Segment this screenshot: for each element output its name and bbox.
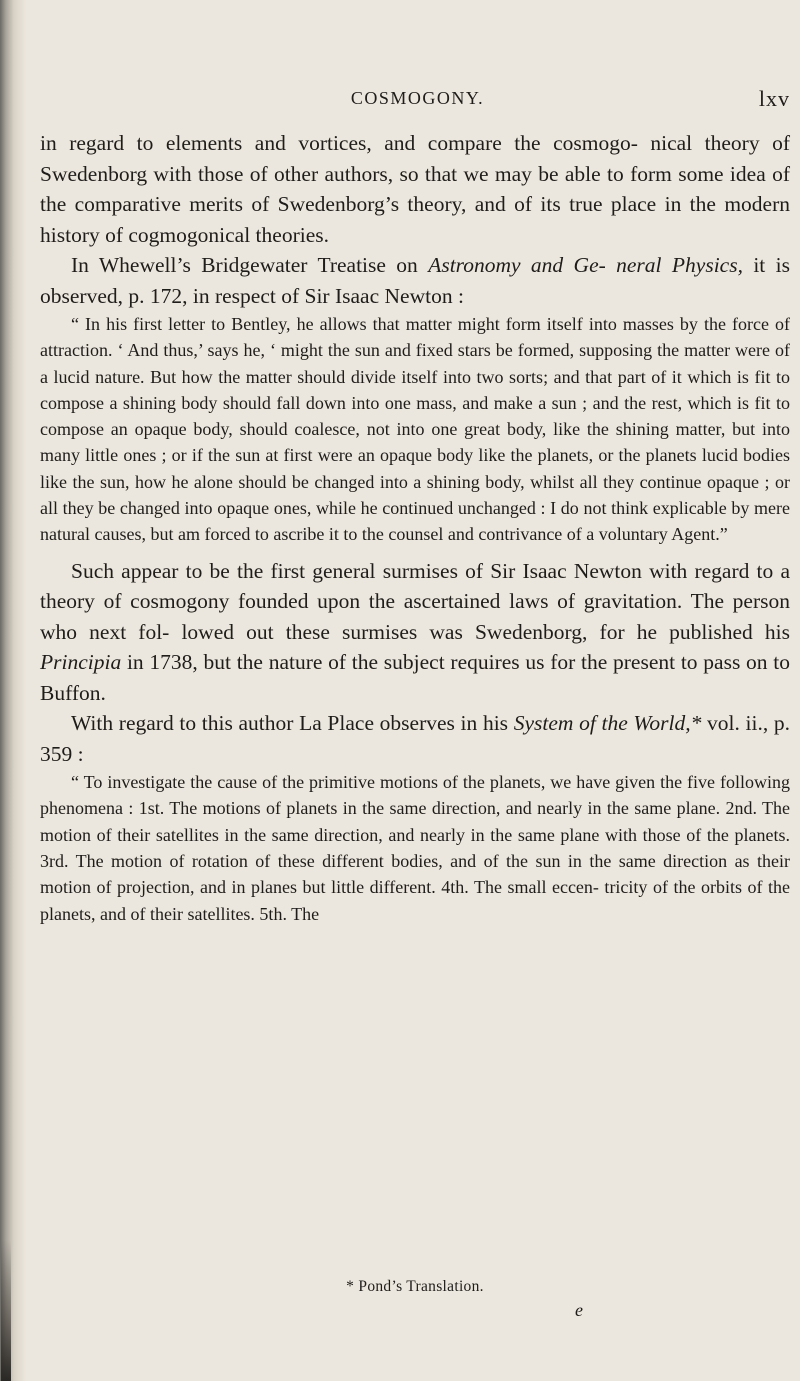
italic-text: Principia <box>40 650 122 675</box>
text-run: in regard to elements and vortices, and compare the cosmogo- nical theory of Swedenborg with those of other authors, so that we may be able to form some idea of the comparative merits of Swedenborg’s theory, and of its true place in the modern history of cogmogonical theories. <box>40 131 790 247</box>
gutter-shadow <box>1 1240 11 1381</box>
text-run: Such appear to be the first general surmises of Sir Isaac Newton with regard to a theory of cosmogony founded upon the ascertained laws of gravitation. The person who next fol- lowed out these surmises was Swedenborg, for he published his <box>40 558 790 644</box>
text-run: With regard to this author La Place observes in his <box>71 711 514 736</box>
quotation-la-place <box>40 769 790 927</box>
text-run: vol. ii., p. 359 : <box>40 711 791 766</box>
book-page <box>40 0 790 1381</box>
paragraph-whewell <box>40 250 790 311</box>
book-gutter <box>0 0 26 1381</box>
paragraph-newton-surmises <box>40 556 790 709</box>
italic-text: System of the World,* <box>513 711 702 736</box>
text-run: it is observed, p. 172, in respect of Sir Isaac Newton : <box>40 253 790 308</box>
text-run: In Whewell’s Bridgewater Treatise on <box>71 253 429 277</box>
text-run: “ To investigate the cause of the primitive motions of the planets, we have given the five following phenomena : 1st. The motions of planets in the same direction, and nearly in the same plane. 2nd. The motion of their satellites in the same direction, and nearly in the same plane with those of the planets. 3rd. The motion of rotation of these different bodies, and of the sun in the same direction as their motion of projection, and in planes but little different. 4th. The small eccen- tricity of the orbits of the planets, and of their satellites. 5th. The <box>40 772 790 924</box>
paragraph-la-place <box>40 708 790 769</box>
italic-text: Astronomy and Ge- neral Physics, <box>428 253 743 277</box>
quotation-newton-bentley <box>40 311 790 548</box>
running-head-title: COSMOGONY. <box>350 88 485 108</box>
text-run: “ In his first letter to Bentley, he allows that matter might form itself into masses by the force of attraction. ‘ And thus,’ says he, ‘ might the sun and fixed stars be formed, supposing the matter were of a lucid nature. But how the matter should divide itself into two sorts; and that part of it which is fit to compose a shining body should fall down into one mass, and make a sun ; and the rest, which is fit to compose an opaque body, should coalesce, not into one great body, like the shining matter, but into many little ones ; or if the sun at first were an opaque body like the planets, or the planets lucid bodies like the sun, how he alone should be changed into a shining body, whilst all they continue opaque ; or all they be changed into opaque ones, while he continued unchanged : I do not think explicable by mere natural causes, but am forced to ascribe it to the counsel and contrivance of a voluntary Agent.” <box>40 314 790 545</box>
text-run: in 1738, but the nature of the subject requires us for the present to pass on to Buffon. <box>40 650 790 705</box>
signature-mark: e <box>575 1300 583 1320</box>
running-head <box>40 88 790 116</box>
paragraph-cosmogonical-theory <box>40 128 790 250</box>
footnote: * Pond’s Translation. <box>346 1278 484 1295</box>
body-text <box>40 128 790 927</box>
page-number: lxv <box>758 86 790 111</box>
